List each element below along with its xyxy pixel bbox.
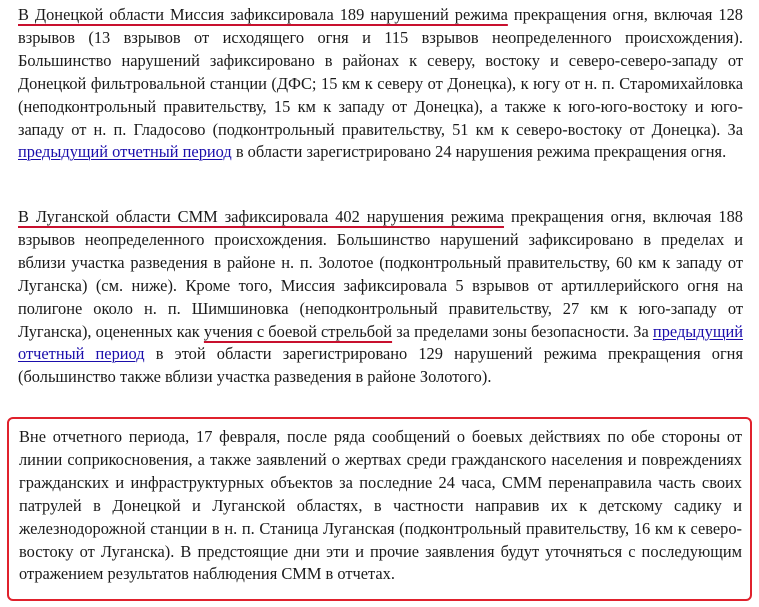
luhansk-highlight: В Луганской области СММ зафиксировала 402 нарушения режима (18, 207, 505, 226)
luhansk-previous-period-link[interactable]: предыдущий отчетный период (18, 321, 743, 364)
donetsk-text-part2: в области зарегистрировано 24 нарушения режима прекращения огня. (231, 142, 727, 162)
donetsk-previous-period-link[interactable]: предыдущий отчетный период (18, 142, 232, 162)
luhansk-text-part3: в этой области зарегистрировано 129 нарушений режима прекращения огня (большинство также вблизи участка разведения в районе Золотого). (18, 344, 743, 387)
paragraph-outside-period: Вне отчетного периода, 17 февраля, после ряда сообщений о боевых действиях по обе стороны от линии соприкосновения, а также заявлений о жертвах среди гражданского населения и повреждениях гражданских и инфраструктурных объектов за последние 24 часа, СММ перенаправила часть своих патрулей в Донецкой и Луганской областях, в частности направив их к детскому садику и железнодорожной станции в н. п. Станица Луганская (подконтрольный правительству, 16 км к северо-востоку от Луганска). В предстоящие дни эти и прочие заявления будут уточняться с последующим отражением результатов наблюдения СММ в отчетах. (19, 427, 742, 584)
luhansk-text-part1: прекращения огня, включая 188 взрывов неопределенного происхождения. Большинство нарушений зафиксировано в пределах и вблизи участка разведения в районе н. п. Золотое (подконтрольный правительству, 60 км к западу от Луганска) (см. ниже). Кроме того, Миссия зафиксировала 5 взрывов от артиллерийского огня на полигоне около н. п. Шимшиновка (неподконтрольный правительству, 27 км к юго-западу от Луганска), оцененных как (18, 207, 743, 341)
donetsk-text-part1: прекращения огня, включая 128 взрывов (13 взрывов от исходящего огня и 115 взрывов неопределенного происхождения). Большинство нарушений зафиксировано в районах к северу, востоку и северо-северо-западу от Донецкой фильтровальной станции (ДФС; 15 км к северу от Донецка), к югу от н. п. Старомихайловка (неподконтрольный правительству, 15 км к западу от Донецка), а также к юго-юго-востоку и юго-западу от н. п. Гладосово (подконтрольный правительству, 51 км к северо-востоку от Донецка). За (18, 5, 743, 139)
paragraph-donetsk (18, 4, 743, 164)
donetsk-highlight: В Донецкой области Миссия зафиксировала 189 нарушений режима (18, 5, 508, 24)
luhansk-text-part2: за пределами зоны безопасности. За (392, 321, 653, 341)
paragraph-luhansk (18, 206, 743, 389)
live-fire-exercise-highlight: учения с боевой стрельбой (203, 321, 393, 341)
